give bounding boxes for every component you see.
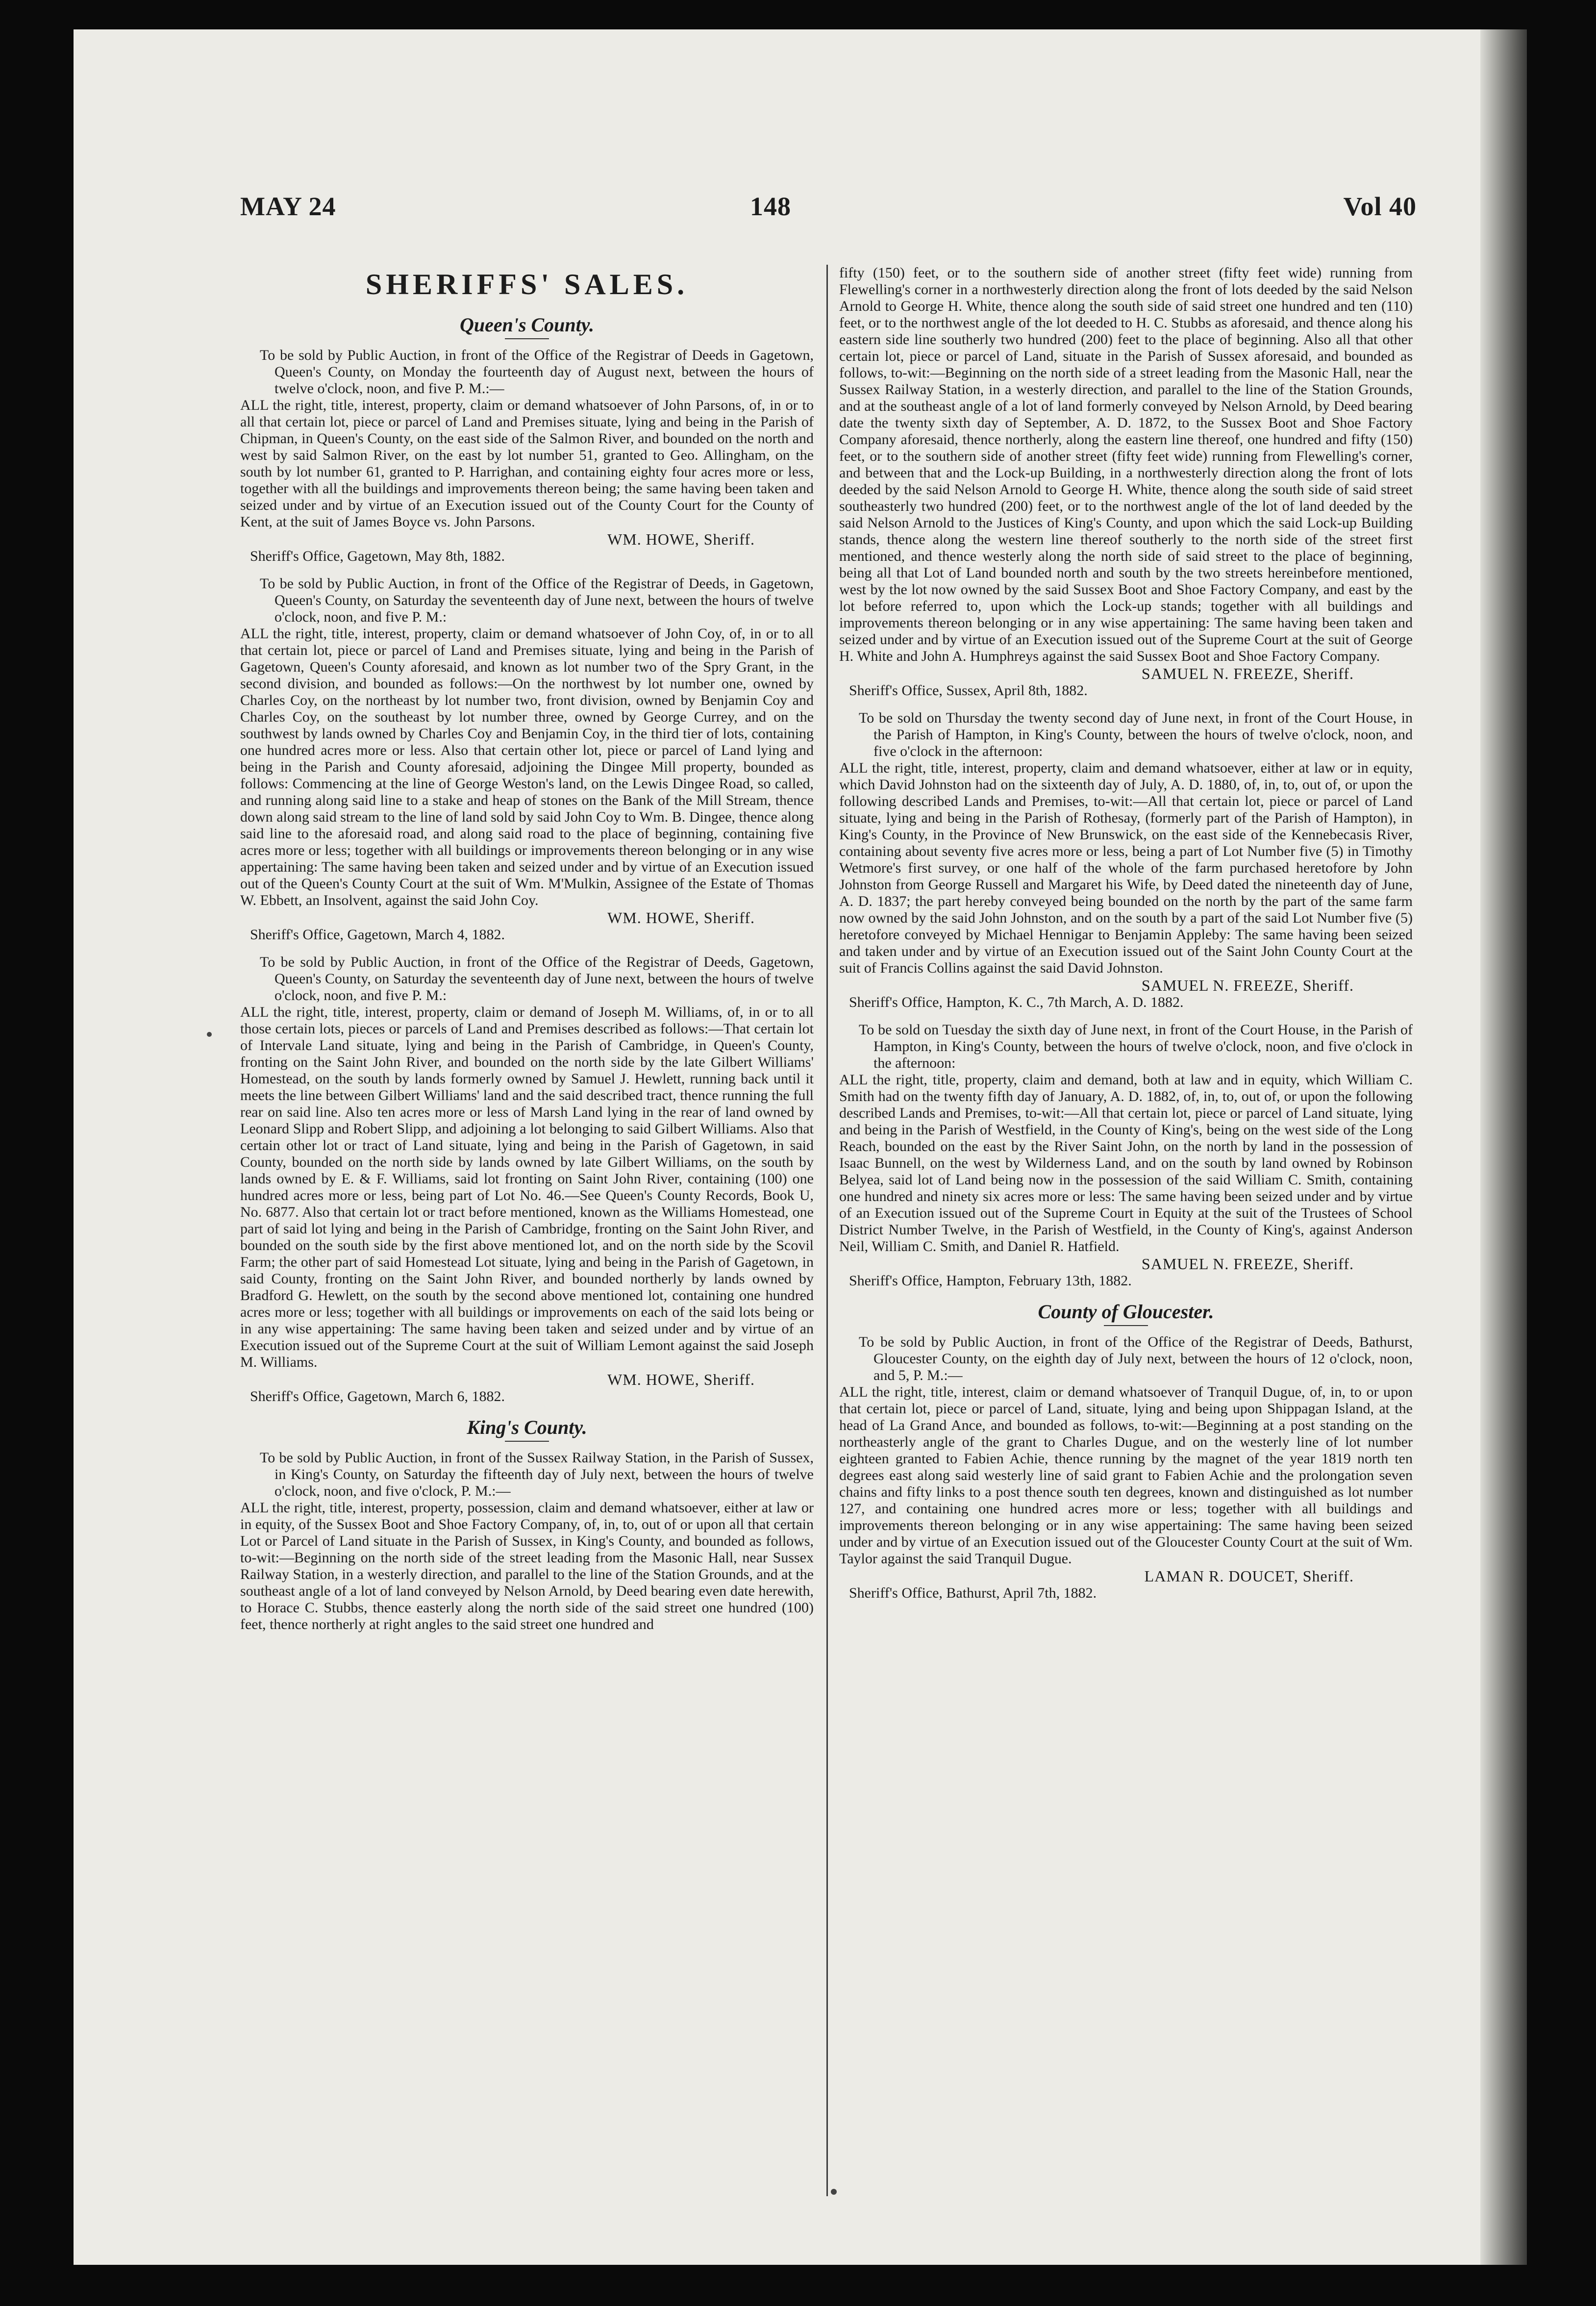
notice-sheriff-signature: WM. HOWE, Sheriff. (607, 1371, 755, 1388)
notice-office-date: Sheriff's Office, Gagetown, May 8th, 1882. (250, 548, 505, 564)
notice-office-date: Sheriff's Office, Gagetown, March 6, 1882. (250, 1388, 505, 1404)
notice-body: ALL the right, title, interest, claim or demand whatsoever of Tranquil Dugue, of, in, to or upon that certain lot, piece or parcel of Land, situate, lying and being upon Shippagan Island, at the head of La Grand Ance, and bounded as follows, to-wit:—Beginning at a post standing on the northeasterly angle of the grant to Charles Dugue, and on the westerly line of lot number eighteen granted to Fabien Achie, thence running by the magnet of the year 1819 north ten degrees east along said westerly line of said grant to Fabien Achie and the prolongation seven chains and fifty links to a post thence south ten degrees, known and distinguished as lot number 127, and containing one hundred acres more or less; together with all buildings and improvements thereon belonging or in any wise appertaining: The same having been seized under and by virtue of an Execution issued out of the Gloucester County Court at the suit of Wm. Taylor against the said Tranquil Dugue. (839, 1384, 1413, 1567)
right-column (839, 265, 1413, 2196)
notice-intro: To be sold by Public Auction, in front of the Office of the Registrar of Deeds, in Gagetown, Queen's County, on Saturday the seventeenth day of June next, between the hours of twelve o'clock, noon, and five P. M.: (260, 576, 814, 625)
notice-sheriff-signature: WM. HOWE, Sheriff. (607, 530, 755, 548)
notice-body: ALL the right, title, interest, property, claim or demand whatsoever of John Parsons, of, in or to all that certain lot, piece or parcel of Land and Premises situate, lying and being in the Parish of Chipman, in Queen's County, on the east side of the Salmon River, and bounded on the north and west by said Salmon River, on the east by lot number 51, granted to Geo. Allingham, on the south by lot number 61, granted to P. Harrighan, and containing eighty four acres more or less, together with all the buildings and improvements thereon being; the same having been taken and seized under and by virtue of an Execution issued out of the County Court for the County of Kent, at the suit of James Boyce vs. John Parsons. (240, 397, 814, 530)
notice-sheriff-signature: SAMUEL N. FREEZE, Sheriff. (1141, 1255, 1354, 1273)
notice-intro: To be sold by Public Auction, in front of the Sussex Railway Station, in the Parish of Sussex, in King's County, on Saturday the fifteenth day of July next, between the hours of twelve o'clock, noon, and five o'clock, P. M.:— (260, 1450, 814, 1499)
page-content (240, 191, 1417, 2211)
book-gutter-shadow (1480, 29, 1527, 2265)
sale-notice-johnston (839, 710, 1413, 1011)
notice-office-date: Sheriff's Office, Sussex, April 8th, 1882. (849, 682, 1088, 699)
notice-body: ALL the right, title, interest, property, possession, claim and demand whatsoever, either at law or in equity, of the Sussex Boot and Shoe Factory Company, of, in, to, out of or upon all that certain Lot or Parcel of Land situate in the Parish of Sussex, in King's County, and bounded as follows, to-wit:—Beginning on the north side of the street leading from the Masonic Hall, near Sussex Railway Station, in a westerly direction, and parallel to the line of the Station Grounds, and at the southeast angle of a lot of land conveyed by Nelson Arnold, by Deed bearing even date herewith, to Horace C. Stubbs, thence easterly along the north side of the said street one hundred (100) feet, thence northerly at right angles to the said street one hundred and (240, 1500, 814, 1632)
notice-intro: To be sold on Thursday the twenty second day of June next, in front of the Court House, in the Parish of Hampton, in King's County, between the hours of twelve o'clock, noon, and five o'clock in the afternoon: (859, 710, 1413, 759)
volume-number: Vol 40 (1343, 192, 1417, 221)
notice-office-date: Sheriff's Office, Hampton, K. C., 7th March, A. D. 1882. (849, 994, 1184, 1010)
notice-sheriff-signature: SAMUEL N. FREEZE, Sheriff. (1141, 977, 1354, 994)
page-header (240, 191, 1417, 240)
notice-intro: To be sold by Public Auction, in front of the Office of the Registrar of Deeds, Gagetown, Queen's County, on Saturday the seventeenth day of June next, between the hours of twelve o'clock, noon, and five P. M.: (260, 954, 814, 1003)
page-number: 148 (750, 192, 791, 221)
notice-body-continued: fifty (150) feet, or to the southern side of another street (fifty feet wide) running from Flewelling's corner in a northwesterly direction along the front of lots deeded by the said Nelson Arnold to George H. White, thence along the south side of said street one hundred and ten (110) feet, or to the northwest angle of the lot deeded to H. C. Stubbs as aforesaid, and thence along his eastern side line southerly two hundred (200) feet to the place of beginning. Also all that other certain lot, piece or parcel of Land, situate in the Parish of Sussex aforesaid, and bounded as follows, to-wit:—Beginning on the north side of a street leading from the Masonic Hall, near the Sussex Railway Station, in a westerly direction, and parallel to the line of the Station Grounds, and at the southeast angle of a lot of land formerly conveyed by Nelson Arnold, by Deed bearing date the twenty sixth day of September, A. D. 1872, to the Sussex Boot and Shoe Factory Company aforesaid, thence northerly, along the eastern line thereof, one hundred and fifty (150) feet, or to the southern side of another street (fifty feet wide) running from Flewelling's corner, and between that and the Lock-up Building, in a northwesterly direction along the front of lots deeded by the said Nelson Arnold to George H. White, thence along the south side of said street southeasterly two hundred (200) feet, or to the northwest angle of the lot of land deeded by the said Nelson Arnold to the Justices of King's County, and upon which the said Lock-up Building stands, thence along the western line thereof southerly to the north side of the street first mentioned, and thence westerly along the north side of said street to the place of beginning, being all that Lot of Land bounded north and south by the two streets hereinbefore mentioned, west by the lot now owned by the said Sussex Boot and Shoe Factory Company, and east by the lot before referred to, upon which the Lock-up stands; together with all buildings and improvements thereon belonging or in any wise appertaining: The same having been taken and seized under and by virtue of an Execution issued out of the Supreme Court at the suit of George H. White and John A. Humphreys against the said Sussex Boot and Shoe Factory Company. (839, 265, 1413, 664)
notice-sheriff-signature: LAMAN R. DOUCET, Sheriff. (1144, 1567, 1354, 1585)
notice-intro: To be sold by Public Auction, in front of the Office of the Registrar of Deeds in Gagetown, Queen's County, on Monday the fourteenth day of August next, between the hours of twelve o'clock, noon, and five P. M.:— (260, 347, 814, 397)
county-heading-rule (505, 1441, 549, 1442)
notice-body: ALL the right, title, interest, property, claim or demand whatsoever of John Coy, of, in or to all that certain lot, piece or parcel of Land and Premises situate, lying and being in the Parish of Gagetown, Queen's County aforesaid, and known as lot number two of the Spry Grant, in the second division, and bounded as follows:—On the northwest by lot number one, owned by Charles Coy, on the northeast by lot number two, front division, owned by Benjamin Coy and Charles Coy, on the southeast by lot number three, owned by George Currey, and on the southwest by lands owned by Charles Coy and Benjamin Coy, in the third tier of lots, containing one hundred acres more or less. Also that certain other lot, piece or parcel of Land lying and being in the Parish and County aforesaid, adjoining the Dingee Mill property, bounded as follows: Commencing at the line of George Weston's land, on the Lewis Dingee Road, so called, and running along said line to a stake and heap of stones on the Bank of the Mill Stream, thence down along said stream to the line of land sold by said John Coy to Wm. B. Dingee, thence along said line to the aforesaid road, and along said road to the place of beginning, containing five acres more or less; together with all buildings or improvements thereon belonging or in any wise appertaining: The same having been taken and seized under and by virtue of an Execution issued out of the Queen's County Court at the suit of Wm. M'Mulkin, Assignee of the Estate of Thomas W. Ebbett, an Insolvent, against the said John Coy. (240, 626, 814, 908)
notice-sheriff-signature: WM. HOWE, Sheriff. (607, 909, 755, 927)
notice-body: ALL the right, title, interest, property, claim or demand of Joseph M. Williams, of, in or to all those certain lots, pieces or parcels of Land and Premises described as follows:—That certain lot of Intervale Land situate, lying and being in the Parish of Cambridge, in Queen's County, fronting on the Saint John River, and bounded on the north side by the late Gilbert Williams' Homestead, on the south by lands formerly owned by Samuel J. Hewlett, running back until it meets the line between Gilbert Williams' land and the said described tract, thence running the full rear on said line. Also ten acres more or less of Marsh Land lying in the rear of land owned by Leonard Slipp and Robert Slipp, and adjoining a lot belonging to said Gilbert Williams. Also that certain other lot or tract of Land situate, lying and being in the Parish of Gagetown, in said County, bounded on the north side by lands owned by late Gilbert Williams, on the south by lands owned by E. & F. Williams, said lot fronting on Saint John River, containing (100) one hundred acres more or less, being part of Lot No. 46.—See Queen's County Records, Book U, No. 6877. Also that certain lot or tract before mentioned, known as the Williams Homestead, one part of said lot lying and being in the Parish of Cambridge, fronting on the Saint John River, and bounded on the south side by the first above mentioned lot, and on the north side by the Scovil Farm; the other part of said Homestead Lot situate, lying and being in the Parish of Gagetown, in said County, fronting on the Saint John River, and bounded northerly by lands owned by Bradford G. Hewlett, on the south by the second above mentioned lot, containing one hundred acres more or less; together with all buildings or improvements on each of the said lots being or in any wise appertaining: The same having been taken and seized under and by virtue of an Execution issued out of the Supreme Court at the suit of William Lemont against the said Joseph M. Williams. (240, 1004, 814, 1370)
sale-notice-smith (839, 1022, 1413, 1289)
county-heading-rule (1104, 1325, 1148, 1326)
notice-intro: To be sold on Tuesday the sixth day of June next, in front of the Court House, in the Parish of Hampton, in King's County, between the hours of twelve o'clock, noon, and five o'clock in the afternoon: (859, 1022, 1413, 1071)
newspaper-page (74, 29, 1527, 2265)
county-heading-gloucester: County of Gloucester. (1038, 1301, 1214, 1323)
issue-date: MAY 24 (240, 192, 336, 221)
ink-speck (831, 2189, 837, 2195)
sale-notice-coy (240, 576, 814, 943)
notice-body: ALL the right, title, property, claim and demand, both at law and in equity, which William C. Smith had on the twenty fifth day of January, A. D. 1882, of, in, to, out of, or upon the following described Lands and Premises, to-wit:—All that certain lot, piece or parcel of Land situate, lying and being in the Parish of Westfield, in the County of King's, being on the west side of the Long Reach, bounded on the east by the River Saint John, on the north by land in the possession of Isaac Bunnell, on the west by Wilderness Land, and on the south by land owned by Robinson Belyea, said lot of Land being now in the possession of the said William C. Smith, containing one hundred and ninety six acres more or less: The same having been seized under and by virtue of an Execution issued out of the Supreme Court in Equity at the suit of the Trustees of School District Number Twelve, in the Parish of Westfield, in the County of King's, against Anderson Neil, William C. Smith, and Daniel R. Hatfield. (839, 1072, 1413, 1254)
sale-notice-dugue (839, 1334, 1413, 1602)
left-column (240, 265, 814, 2196)
notice-body: ALL the right, title, interest, property, claim and demand whatsoever, either at law or in equity, which David Johnston had on the sixteenth day of July, A. D. 1880, of, in, to, out of, or upon the following described Lands and Premises, to-wit:—All that certain lot, piece or parcel of Land situate, lying and being in the Parish of Rothesay, (formerly part of the Parish of Hampton), in King's County, in the Province of New Brunswick, on the east side of the Kennebecasis River, containing about seventy five acres more or less, being a part of Lot Number five (5) in Timothy Wetmore's first survey, or one half of the whole of the farm purchased heretofore by John Johnston from George Russell and Margaret his Wife, by Deed dated the nineteenth day of June, A. D. 1837; the part hereby conveyed being bounded on the north by the part of the same farm now owned by the said John Johnston, and on the south by a part of the said Lot Number five (5) heretofore conveyed by Michael Hennigar to Benjamin Appleby: The same having been seized and taken under and by virtue of an Execution issued out of the Saint John County Court at the suit of Francis Collins against the said David Johnston. (839, 760, 1413, 976)
notice-office-date: Sheriff's Office, Gagetown, March 4, 1882. (250, 927, 505, 943)
notice-office-date: Sheriff's Office, Hampton, February 13th, 1882. (849, 1273, 1132, 1289)
notice-office-date: Sheriff's Office, Bathurst, April 7th, 1882. (849, 1585, 1097, 1601)
two-column-layout (240, 265, 1417, 2196)
notice-intro: To be sold by Public Auction, in front of the Office of the Registrar of Deeds, Bathurst, Gloucester County, on the eighth day of July next, between the hours of 12 o'clock, noon, and 5, P. M.:— (859, 1334, 1413, 1383)
column-divider (826, 265, 828, 2196)
county-heading-kings: King's County. (467, 1416, 587, 1438)
county-heading-rule (505, 338, 549, 339)
notice-sheriff-signature: SAMUEL N. FREEZE, Sheriff. (1141, 665, 1354, 682)
ink-speck (207, 1032, 212, 1037)
sale-notice-parsons (240, 347, 814, 565)
sale-notice-sussex-boot-continued (839, 265, 1413, 699)
county-heading-queens: Queen's County. (459, 314, 595, 336)
sale-notice-sussex-boot (240, 1450, 814, 1633)
section-title: SHERIFFS' SALES. (365, 268, 689, 301)
sale-notice-williams (240, 954, 814, 1405)
